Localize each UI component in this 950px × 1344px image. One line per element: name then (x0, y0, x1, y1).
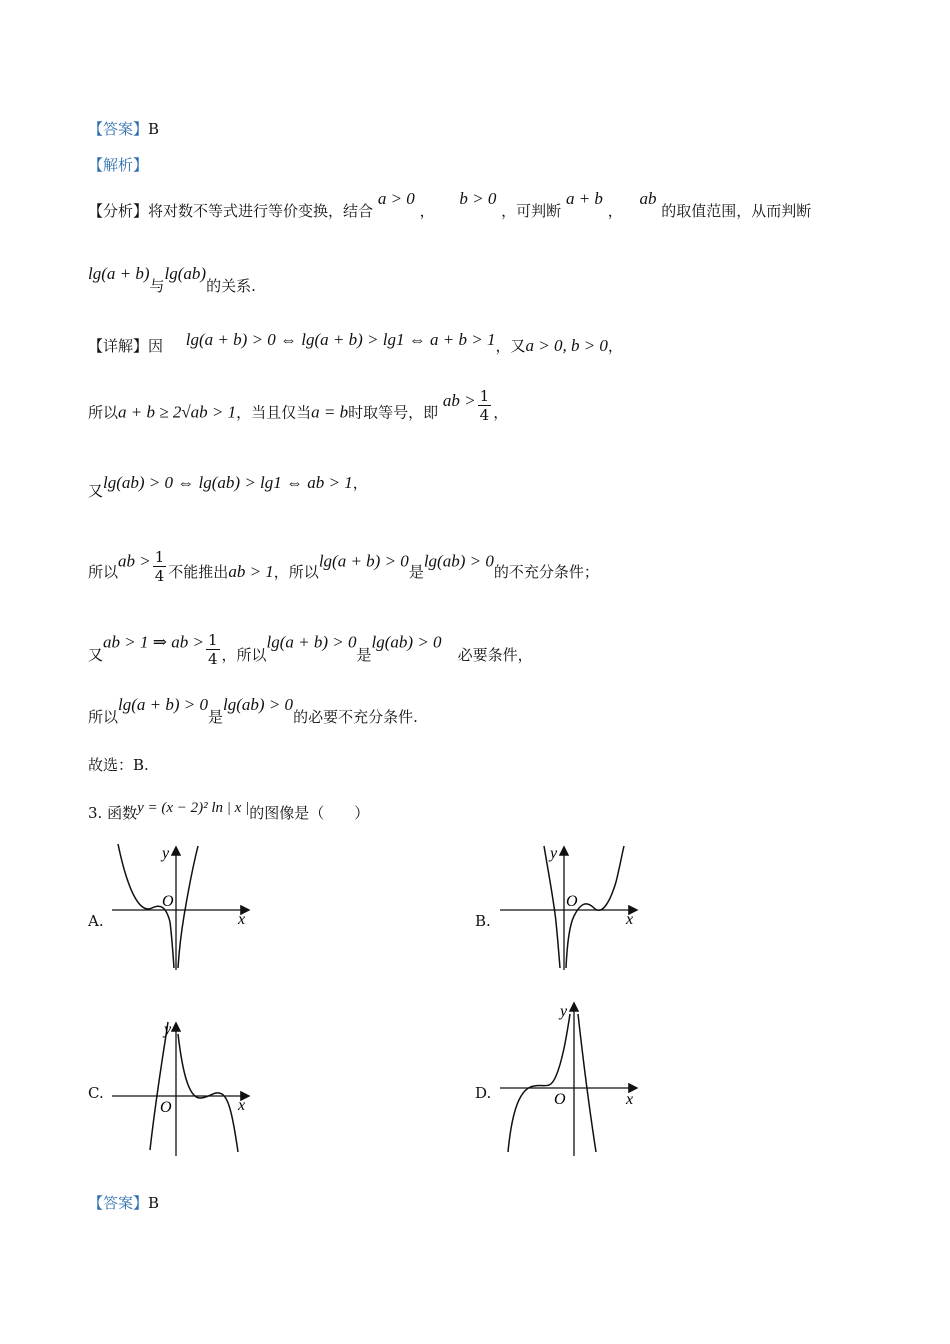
separator: ， (607, 202, 623, 220)
denominator: 4 (154, 567, 165, 585)
answer-value: B (148, 120, 160, 138)
fenxi-text: 将对数不等式进行等价变换，结合 (148, 202, 374, 220)
text: 又 (88, 645, 104, 664)
curve-right (178, 846, 198, 968)
numerator: 1 (154, 548, 165, 566)
option-b-label[interactable]: B. (475, 912, 491, 930)
separator: ， (419, 202, 435, 220)
math-implies: ab > 1 ⇒ ab > (103, 632, 204, 652)
fenxi-text: ，可判断 (501, 202, 562, 220)
text: 所以 (88, 708, 119, 726)
numerator: 1 (479, 387, 490, 405)
y-axis-label: y (550, 845, 558, 862)
math-ab-gt: ab > (118, 551, 151, 571)
option-d-label[interactable]: D. (475, 1084, 492, 1102)
text: 时取等号，即 (348, 403, 439, 422)
answer-line-2 (88, 1192, 159, 1213)
fraction-quarter (153, 548, 167, 585)
so-line-1 (88, 387, 509, 432)
math-equiv-chain: lg(a + b) > 0 ⇔ lg(a + b) > lg1 ⇔ a + b > 1 (185, 330, 496, 349)
origin-label: O (162, 893, 174, 910)
text: ，当且仅当 (236, 403, 312, 422)
math-lg-ab-chain: lg(ab) > 0 ⇔ lg(ab) > lg1 ⇔ ab > 1 (103, 473, 353, 492)
text: ，所以 (273, 562, 319, 581)
detail-label: 【详解】因 (88, 337, 164, 355)
fenxi-line (88, 189, 812, 221)
text: ， (493, 403, 509, 422)
origin-label: O (566, 893, 578, 910)
choose-line: 故选：B. (88, 756, 149, 774)
math-lg-prod-pos: lg(ab) > 0 (371, 632, 442, 652)
detail-text: ， (607, 337, 623, 355)
math-lg-prod-pos: lg(ab) > 0 (223, 695, 294, 714)
math-lg-sum-pos: lg(a + b) > 0 (266, 632, 357, 652)
question-formula: y = (x − 2)² ln | x | (137, 800, 250, 816)
fenxi-text: 与 (149, 277, 165, 295)
math-ab-pos: a > 0, b > 0 (525, 336, 608, 355)
curve-right (578, 1014, 596, 1152)
text: 的不充分条件； (493, 562, 599, 581)
text: 所以 (88, 403, 119, 422)
math-ab-gt-1: ab > 1 (228, 561, 274, 581)
y-axis-label: y (164, 1021, 172, 1038)
math-lg-prod-pos: lg(ab) > 0 (423, 551, 494, 571)
math-lg-sum-pos: lg(a + b) > 0 (118, 695, 209, 714)
option-a-graph[interactable] (110, 842, 255, 972)
math-a-plus-b: a + b (565, 189, 603, 208)
you-line-1 (88, 472, 368, 500)
text: 是 (356, 645, 372, 664)
x-axis-label: x (626, 911, 634, 928)
answer-tag: 【答案】 (88, 120, 149, 138)
x-axis-label: x (626, 1091, 634, 1108)
fenxi-text: 的取值范围，从而判断 (661, 202, 812, 220)
detail-text: ，又 (495, 337, 526, 355)
text: 是 (208, 708, 224, 726)
math-lg-sum: lg(a + b) (88, 264, 150, 283)
math-ab-gt: ab > (442, 390, 476, 410)
analysis-tag: 【解析】 (88, 156, 149, 174)
text: 必要条件， (457, 645, 533, 664)
you-line-2 (88, 625, 533, 668)
text: 是 (408, 562, 424, 581)
question-3 (88, 796, 370, 822)
x-axis-label: x (238, 911, 246, 928)
text: ， (352, 474, 368, 492)
numerator: 1 (207, 631, 218, 649)
origin-label: O (160, 1099, 172, 1116)
analysis-heading (88, 154, 148, 175)
curve-left (508, 1014, 570, 1152)
fraction-quarter (206, 631, 220, 668)
fenxi-line-2 (88, 264, 256, 296)
option-b-graph[interactable] (498, 842, 643, 972)
math-a-eq-b: a = b (311, 402, 349, 422)
math-lg-sum-pos: lg(a + b) > 0 (318, 551, 409, 571)
text: 不能推出 (168, 562, 229, 581)
option-c-label[interactable]: C. (88, 1084, 104, 1102)
math-b-pos: b > 0 (459, 189, 497, 208)
curve-left (150, 1022, 168, 1150)
math-a-pos: a > 0 (377, 189, 415, 208)
math-ab: ab (639, 189, 657, 208)
option-c-graph[interactable] (110, 1018, 255, 1158)
denominator: 4 (207, 650, 218, 668)
answer-value: B (148, 1194, 160, 1212)
question-text: 的图像是（ ） (249, 804, 370, 822)
curve-left (544, 846, 560, 968)
question-number: 3. 函数 (88, 804, 138, 822)
math-lg-prod: lg(ab) (164, 264, 207, 283)
origin-label: O (554, 1091, 566, 1108)
option-d-graph[interactable] (498, 1000, 643, 1158)
text: 所以 (88, 562, 119, 581)
fenxi-text: 的关系. (206, 277, 256, 295)
curve-right (178, 1034, 238, 1152)
text: ，所以 (221, 645, 267, 664)
answer-tag: 【答案】 (88, 1194, 149, 1212)
math-am-gm: a + b ≥ 2√ab > 1 (118, 402, 237, 422)
fraction-quarter (478, 387, 492, 424)
option-a-label[interactable]: A. (88, 912, 104, 930)
so-line-3 (88, 694, 418, 726)
text: 的必要不充分条件. (293, 708, 418, 726)
denominator: 4 (479, 406, 490, 424)
detail-line (88, 330, 623, 356)
y-axis-label: y (560, 1003, 568, 1020)
so-line-2 (88, 544, 599, 585)
answer-line (88, 118, 159, 139)
x-axis-label: x (238, 1097, 246, 1114)
text: 又 (88, 482, 104, 500)
y-axis-label: y (162, 845, 170, 862)
fenxi-label: 【分析】 (88, 202, 149, 220)
